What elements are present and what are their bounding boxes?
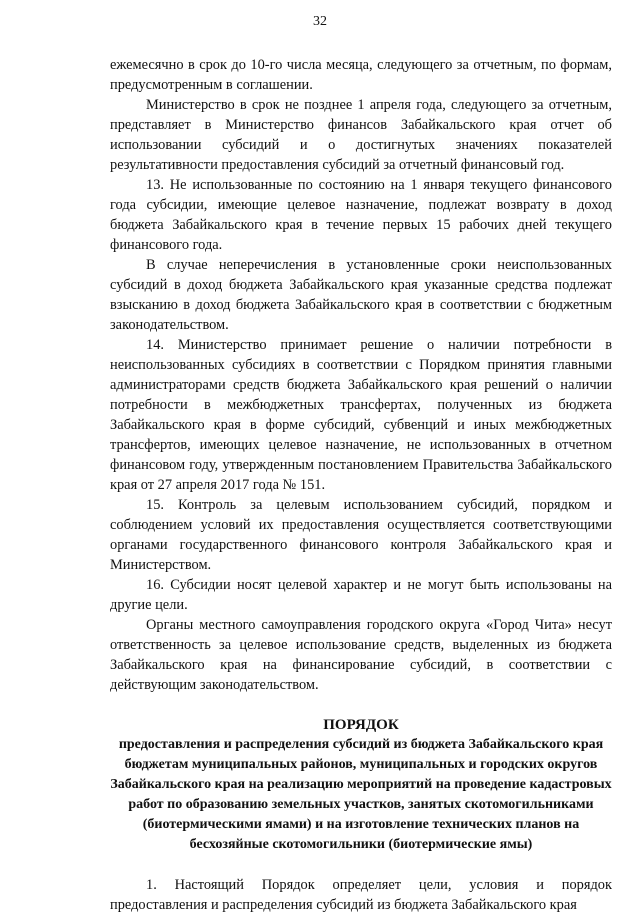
- paragraph-local-authorities: Органы местного самоуправления городского округа «Город Чита» несут ответственность за целевое использование средств, выделенных из бюджета Забайкальского края на финансирование субсидий, в соответствии с действующим законодательством.: [110, 617, 612, 693]
- paragraph-continuation: ежемесячно в срок до 10-го числа месяца, следующего за отчетным, по формам, предусмотренным в соглашении.: [110, 57, 612, 93]
- page-number: 32: [313, 14, 327, 29]
- paragraph-16: 16. Субсидии носят целевой характер и не могут быть использованы на другие цели.: [110, 577, 612, 613]
- paragraph-14: 14. Министерство принимает решение о наличии потребности в неиспользованных субсидиях в соответствии с Порядком принятия главными администраторами средств бюджета Забайкальского края решений о наличии потребности в межбюджетных трансфертах, полученных из бюджета Забайкальского края в форме субсидий, субвенций и иных межбюджетных трансфертов, имеющих целевое назначение, не использованных в отчетном финансовом году, утвержденным постановлением Правительства Забайкальского края от 27 апреля 2017 года № 151.: [110, 337, 612, 493]
- paragraph-15: 15. Контроль за целевым использованием субсидий, порядком и соблюдением условий их предоставления осуществляется соответствующими органами государственного финансового контроля Забайкальского края и Министерством.: [110, 497, 612, 573]
- section-subtitle: предоставления и распределения субсидий из бюджета Забайкальского края бюджетам муниципальных районов, муниципальных и городских округов Забайкальского края на реализацию мероприятий на проведение кадастровых работ по образованию земельных участков, занятых скотомогильниками (биотермическими ямами) и на изготовление технических планов на бесхозяйные скотомогильники (биотермические ямы): [110, 737, 612, 852]
- spacer: [110, 855, 612, 875]
- spacer: [110, 695, 612, 715]
- section-title: ПОРЯДОК: [323, 717, 399, 733]
- paragraph-non-transfer: В случае неперечисления в установленные сроки неиспользованных субсидий в доход бюджета Забайкальского края указанные средства подлежат взысканию в доход бюджета Забайкальского края в соответствии с бюджетным законодательством.: [110, 257, 612, 333]
- paragraph-1: 1. Настоящий Порядок определяет цели, условия и порядок предоставления и распределения субсидий из бюджета Забайкальского края: [110, 877, 612, 913]
- paragraph-ministry-report: Министерство в срок не позднее 1 апреля года, следующего за отчетным, представляет в Министерство финансов Забайкальского края отчет об использовании субсидий и о достигнутых значениях показателей результативности предоставления субсидий за отчетный финансовый год.: [110, 97, 612, 173]
- document-body: [110, 55, 612, 915]
- paragraph-13: 13. Не использованные по состоянию на 1 января текущего финансового года субсидии, имеющие целевое назначение, подлежат возврату в доход бюджета Забайкальского края в течение первых 15 рабочих дней текущего финансового года.: [110, 177, 612, 253]
